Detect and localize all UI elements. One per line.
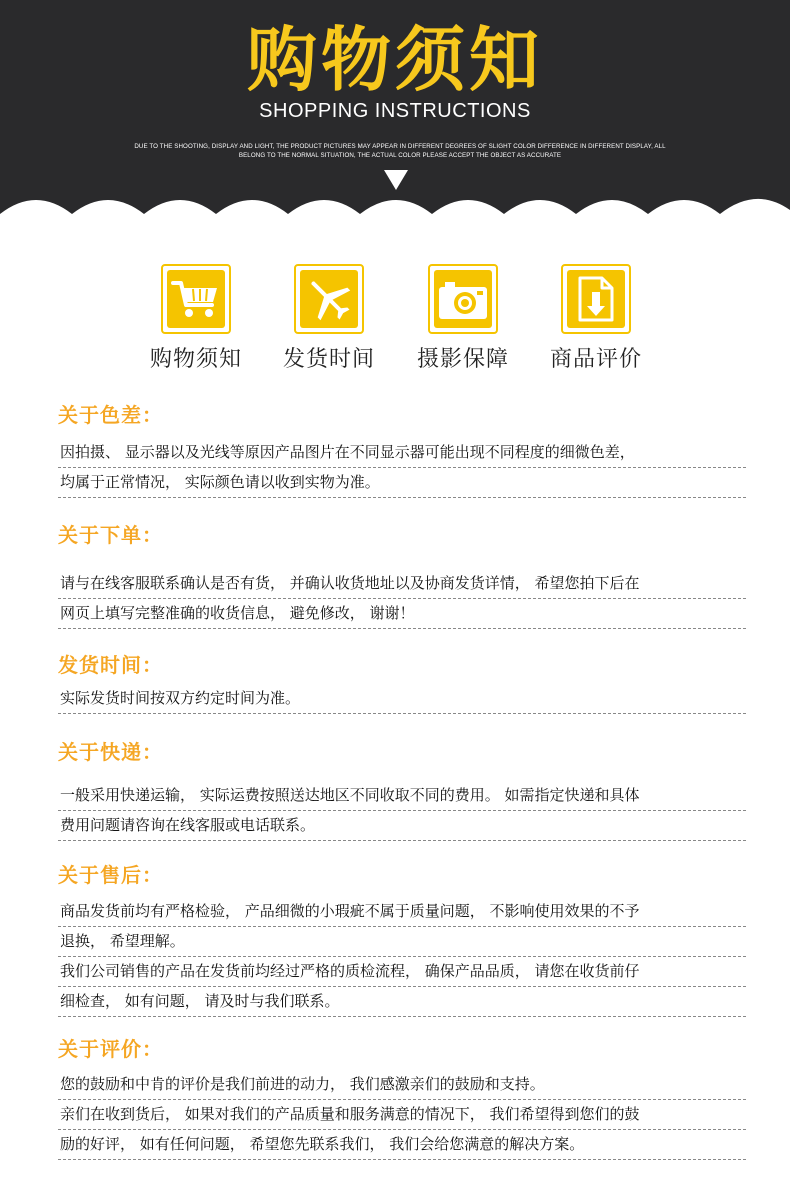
disclaimer-line: BELONG TO THE NORMAL SITUATION, THE ACTUAL COLOR PLEASE ACCEPT THE OBJECT AS ACCURATE bbox=[238, 152, 562, 159]
section-courier bbox=[58, 737, 746, 841]
section-title: 关于评价： bbox=[58, 1037, 163, 1061]
feature-item bbox=[398, 264, 528, 373]
section-title: 关于下单： bbox=[58, 523, 163, 547]
feature-icon-box bbox=[428, 264, 498, 334]
section-title: 关于快递： bbox=[58, 740, 163, 764]
section-after-sales bbox=[58, 860, 746, 1017]
section-color-difference bbox=[58, 400, 746, 498]
disclaimer bbox=[120, 142, 680, 160]
feature-icon-box bbox=[561, 264, 631, 334]
feature-label: 购物须知 bbox=[149, 347, 242, 372]
section-reviews bbox=[58, 1034, 746, 1160]
airplane-icon bbox=[304, 274, 354, 324]
feature-item bbox=[531, 264, 661, 373]
disclaimer-line: DUE TO THE SHOOTING, DISPLAY AND LIGHT, THE PRODUCT PICTURES MAY APPEAR IN DIFFERENT DEGREES OF SLIGHT COLOR DIFFERENCE IN DIFFERENT DISPLAY, ALL bbox=[134, 143, 666, 150]
page-subtitle: SHOPPING INSTRUCTIONS bbox=[259, 100, 531, 122]
section-line: 均属于正常情况， 实际颜色请以收到实物为准。 bbox=[58, 468, 746, 498]
document-download-icon bbox=[574, 274, 618, 324]
feature-label: 发货时间 bbox=[282, 347, 375, 372]
feature-label: 商品评价 bbox=[549, 347, 642, 372]
feature-item bbox=[131, 264, 261, 373]
section-ordering bbox=[58, 520, 746, 629]
section-line: 我们公司销售的产品在发货前均经过严格的质检流程， 确保产品品质， 请您在收货前仔 bbox=[58, 957, 746, 987]
section-title: 关于售后： bbox=[58, 863, 163, 887]
section-line: 亲们在收到货后， 如果对我们的产品质量和服务满意的情况下， 我们希望得到您们的鼓 bbox=[58, 1100, 746, 1130]
section-line: 费用问题请咨询在线客服或电话联系。 bbox=[58, 811, 746, 841]
section-line: 细检查， 如有问题， 请及时与我们联系。 bbox=[58, 987, 746, 1017]
page-title: 购物须知 bbox=[247, 19, 543, 101]
section-line: 网页上填写完整准确的收货信息， 避免修改， 谢谢！ bbox=[58, 599, 746, 629]
section-line: 励的好评， 如有任何问题， 希望您先联系我们， 我们会给您满意的解决方案。 bbox=[58, 1130, 746, 1160]
section-line: 请与在线客服联系确认是否有货， 并确认收货地址以及协商发货详情， 希望您拍下后在 bbox=[58, 569, 746, 599]
feature-icon-box bbox=[294, 264, 364, 334]
section-line: 因拍摄、 显示器以及光线等原因产品图片在不同显示器可能出现不同程度的细微色差， bbox=[58, 438, 746, 468]
section-title: 关于色差： bbox=[58, 403, 163, 427]
section-line: 实际发货时间按双方约定时间为准。 bbox=[58, 684, 746, 714]
section-line: 您的鼓励和中肯的评价是我们前进的动力， 我们感激亲们的鼓励和支持。 bbox=[58, 1070, 746, 1100]
feature-icons bbox=[0, 264, 790, 384]
feature-label: 摄影保障 bbox=[416, 347, 509, 372]
section-line: 商品发货前均有严格检验， 产品细微的小瑕疵不属于质量问题， 不影响使用效果的不予 bbox=[58, 897, 746, 927]
feature-icon-box bbox=[161, 264, 231, 334]
section-shipping-time bbox=[58, 650, 746, 714]
header-banner bbox=[0, 0, 790, 232]
cart-icon bbox=[171, 277, 221, 321]
section-line: 退换， 希望理解。 bbox=[58, 927, 746, 957]
section-line: 一般采用快递运输， 实际运费按照送达地区不同收取不同的费用。 如需指定快递和具体 bbox=[58, 781, 746, 811]
wave-divider bbox=[0, 180, 790, 232]
feature-item bbox=[264, 264, 394, 373]
section-title: 发货时间： bbox=[58, 653, 163, 677]
camera-icon bbox=[437, 277, 489, 321]
